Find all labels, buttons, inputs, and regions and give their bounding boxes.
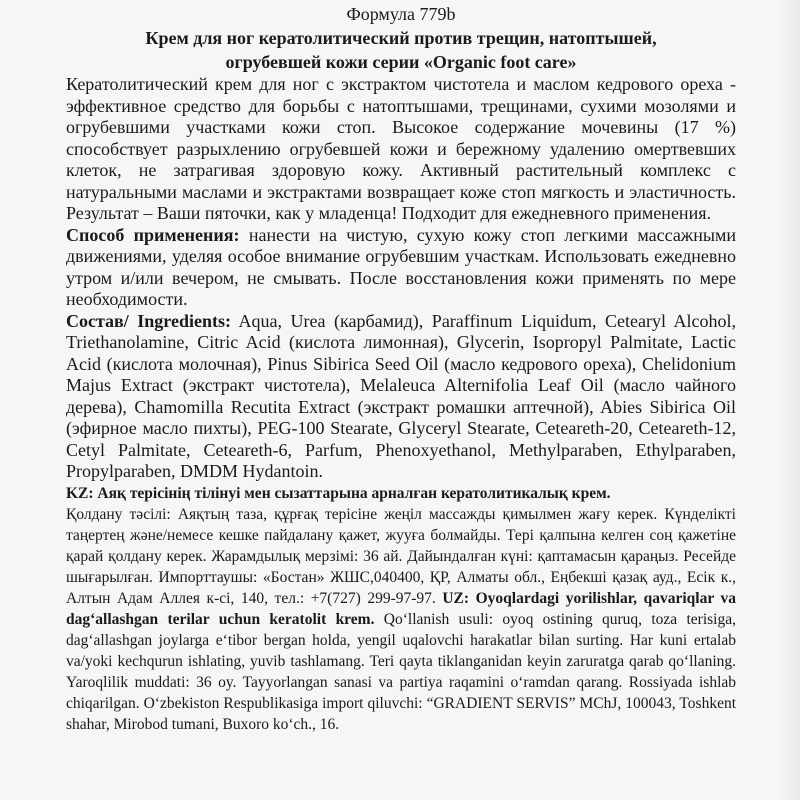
kz-uz-section xyxy=(66,483,736,735)
usage-heading: Способ применения: xyxy=(66,224,240,245)
product-description: Кератолитический крем для ног с экстрактом чистотела и маслом кедрового ореха - эффективное средство для борьбы с натоптышами, трещинами, сухими мозолями и огрубевшими участками кожи стоп. Высокое содержание мочевины (17 %) способствует разрыхлению огрубевшей кожи и бережному удалению омертвевших клеток, не затрагивая здоровую кожу. Активный растительный комплекс с натуральными маслами и экстрактами возвращает коже стоп мягкость и эластичность. Результат – Ваши пяточки, как у младенца! Подходит для ежедневного применения. xyxy=(66,74,736,223)
kz-text: Қолдану тәсілі: Аяқтың таза, құрғақ терісіне жеңіл массажды қимылмен жағу керек. Күнделікті таңертең және/немесе кешке пайдалану қажет, жууға болмайды. Тері қалпына келген соң қажетіне қарай қолдану керек. Жарамдылық мерзімі: 36 ай. Дайындалған күні: қаптамасын қараңыз. Ресейде шығарылған. Импорттаушы: «Бостан» ЖШС,040400, ҚР, Алматы обл., Еңбекші қазақ ауд., Есік к., Алтын Адам Аллея к-сі, 140, тел.: +7(727) 299-97-97. xyxy=(66,505,736,607)
label-text-column xyxy=(66,0,736,735)
uz-heading: UZ: Oyoqlardagi yorilishlar, qavariqlar va dag‘allashgan terilar uchun keratolit krem. xyxy=(66,589,737,628)
ingredients-text: Aqua, Urea (карбамид), Paraffinum Liquidum, Cetearyl Alcohol, Triethanolamine, Citric Acid (кислота лимонная), Glycerin, Isopropyl Palmitate, Lactic Acid (кислота молочная), Pinus Sibirica Seed Oil (масло кедрового ореха), Chelidonium Majus Extract (экстракт чистотела), Melaleuca Alternifolia Leaf Oil (масло чайного дерева), Chamomilla Recutita Extract (экстракт ромашки аптечной), Abies Sibirica Oil (эфирное масло пихты), PEG-100 Stearate, Glyceryl Stearate, Ceteareth-20, Ceteareth-12, Cetyl Palmitate, Ceteareth-6, Parfum, Phenoxyethanol, Methylparaben, Ethylparaben, Propylparaben, DMDM Hydantoin. xyxy=(66,310,736,481)
product-title-line1: Крем для ног кератолитический против трещин, натоптышей, xyxy=(145,28,657,48)
product-title xyxy=(66,26,736,74)
ingredients-heading: Состав/ Ingredients: xyxy=(66,310,231,331)
label-edge-shadow xyxy=(778,0,800,800)
kz-heading: KZ: Аяқ терісінің тілінуі мен сызаттарына арналған кератолитикалық крем. xyxy=(66,484,611,502)
formula-number: Формула 779b xyxy=(346,4,456,24)
usage-section xyxy=(66,225,736,311)
uz-text: Qo‘llanish usuli: oyoq ostining quruq, toza terisiga, dag‘allashgan joylarga e‘tibor bergan holda, yengil uqalovchi harakatlar bilan surting. Har kuni ertalab va/yoki kechqurun ishlating, yuvib tashlamang. Teri qayta tiklanganidan keyin zaruratga qarab qo‘llaning. Yaroqlilik muddati: 36 oy. Tayyorlangan sanasi va partiya raqamini o‘ramdan qarang. Rossiyada ishlab chiqarilgan. O‘zbekiston Respublikasiga import qiluvchi: “GRADIENT SERVIS” MChJ, 100043, Toshkent shahar, Mirobod tumani, Buxoro ko‘ch., 16. xyxy=(66,610,736,733)
ingredients-section xyxy=(66,311,736,483)
usage-text: нанести на чистую, сухую кожу стоп легкими массажными движениями, уделяя особое внимание огрубевшим участкам. Использовать ежедневно утром и/или вечером, не смывать. После восстановления кожи применять по мере необходимости. xyxy=(66,224,736,309)
product-title-line2: огрубевшей кожи серии «Organic foot care» xyxy=(225,52,577,72)
